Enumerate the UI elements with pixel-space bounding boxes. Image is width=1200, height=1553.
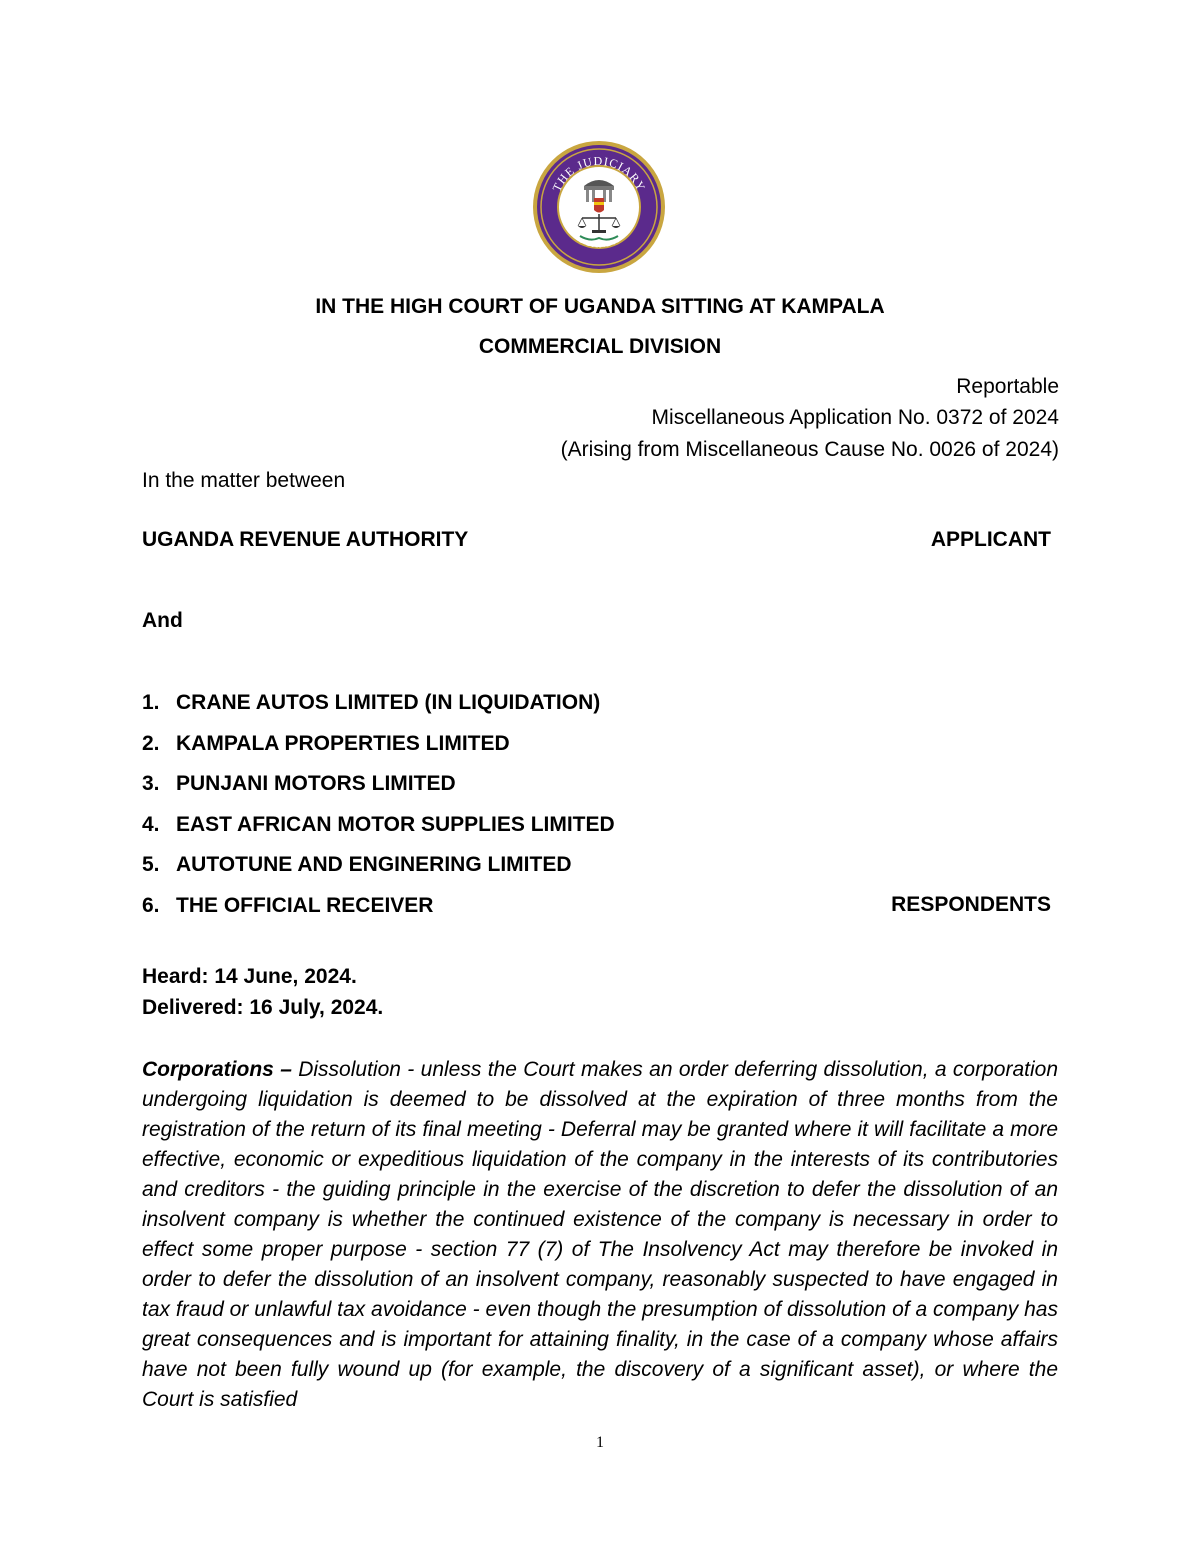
heard-date: Heard: 14 June, 2024. <box>142 965 357 988</box>
page-number: 1 <box>596 1434 604 1451</box>
seal-top-text: THE JUDICIARY <box>549 153 649 194</box>
coat-of-arms-icon <box>594 198 604 213</box>
list-item: 4. EAST AFRICAN MOTOR SUPPLIES LIMITED <box>142 812 615 836</box>
matter-between-label: In the matter between <box>142 469 346 492</box>
list-item: 5. AUTOTUNE AND ENGINERING LIMITED <box>142 853 572 876</box>
application-number: Miscellaneous Application No. 0372 of 2024 <box>651 406 1059 429</box>
list-item: 6. THE OFFICIAL RECEIVER <box>142 893 434 917</box>
list-item: 2. KAMPALA PROPERTIES LIMITED <box>142 731 510 755</box>
applicant-role: APPLICANT <box>930 528 1051 551</box>
arising-from: (Arising from Miscellaneous Cause No. 0026 of 2024) <box>560 438 1059 461</box>
seal-bottom-text: UGANDA <box>576 233 622 250</box>
delivered-date: Delivered: 16 July, 2024. <box>142 996 384 1019</box>
respondents-role: RESPONDENTS <box>891 893 1051 916</box>
list-item: 3. PUNJANI MOTORS LIMITED <box>142 772 456 795</box>
list-item: 1. CRANE AUTOS LIMITED (IN LIQUIDATION) <box>142 691 601 714</box>
conjunction-and: And <box>142 609 183 632</box>
court-heading: IN THE HIGH COURT OF UGANDA SITTING AT KAMPALA <box>315 295 885 318</box>
judiciary-seal <box>532 140 666 274</box>
catchwords-lead: Corporations – <box>142 1058 292 1081</box>
applicant-name: UGANDA REVENUE AUTHORITY <box>142 528 469 551</box>
catchwords-text: Dissolution - unless the Court makes an order deferring dissolution, a corporation undergoing liquidation is deemed to be dissolved at the expiration of three months from the registration of the return of its final meeting - Deferral may be granted where it will facilitate a more effective, economic or expeditious liquidation of the company in the interests of its contributories and creditors - the guiding principle in the exercise of the discretion to defer the dissolution of an insolvent company is whether the continued existence of the company is necessary in order to effect some proper purpose - section 77 (7) of The Insolvency Act may therefore be invoked in order to defer the dissolution of an insolvent company, reasonably suspected to have engaged in tax fraud or unlawful tax avoidance - even though the presumption of dissolution of a company has great consequences and is important for attaining finality, in the case of a company whose affairs have not been fully wound up (for example, the discovery of a significant asset), or where the Court is satisfied <box>142 1058 1058 1411</box>
reportable-label: Reportable <box>956 375 1059 398</box>
catchwords-paragraph <box>142 1055 1058 1415</box>
division-heading: COMMERCIAL DIVISION <box>478 335 722 358</box>
